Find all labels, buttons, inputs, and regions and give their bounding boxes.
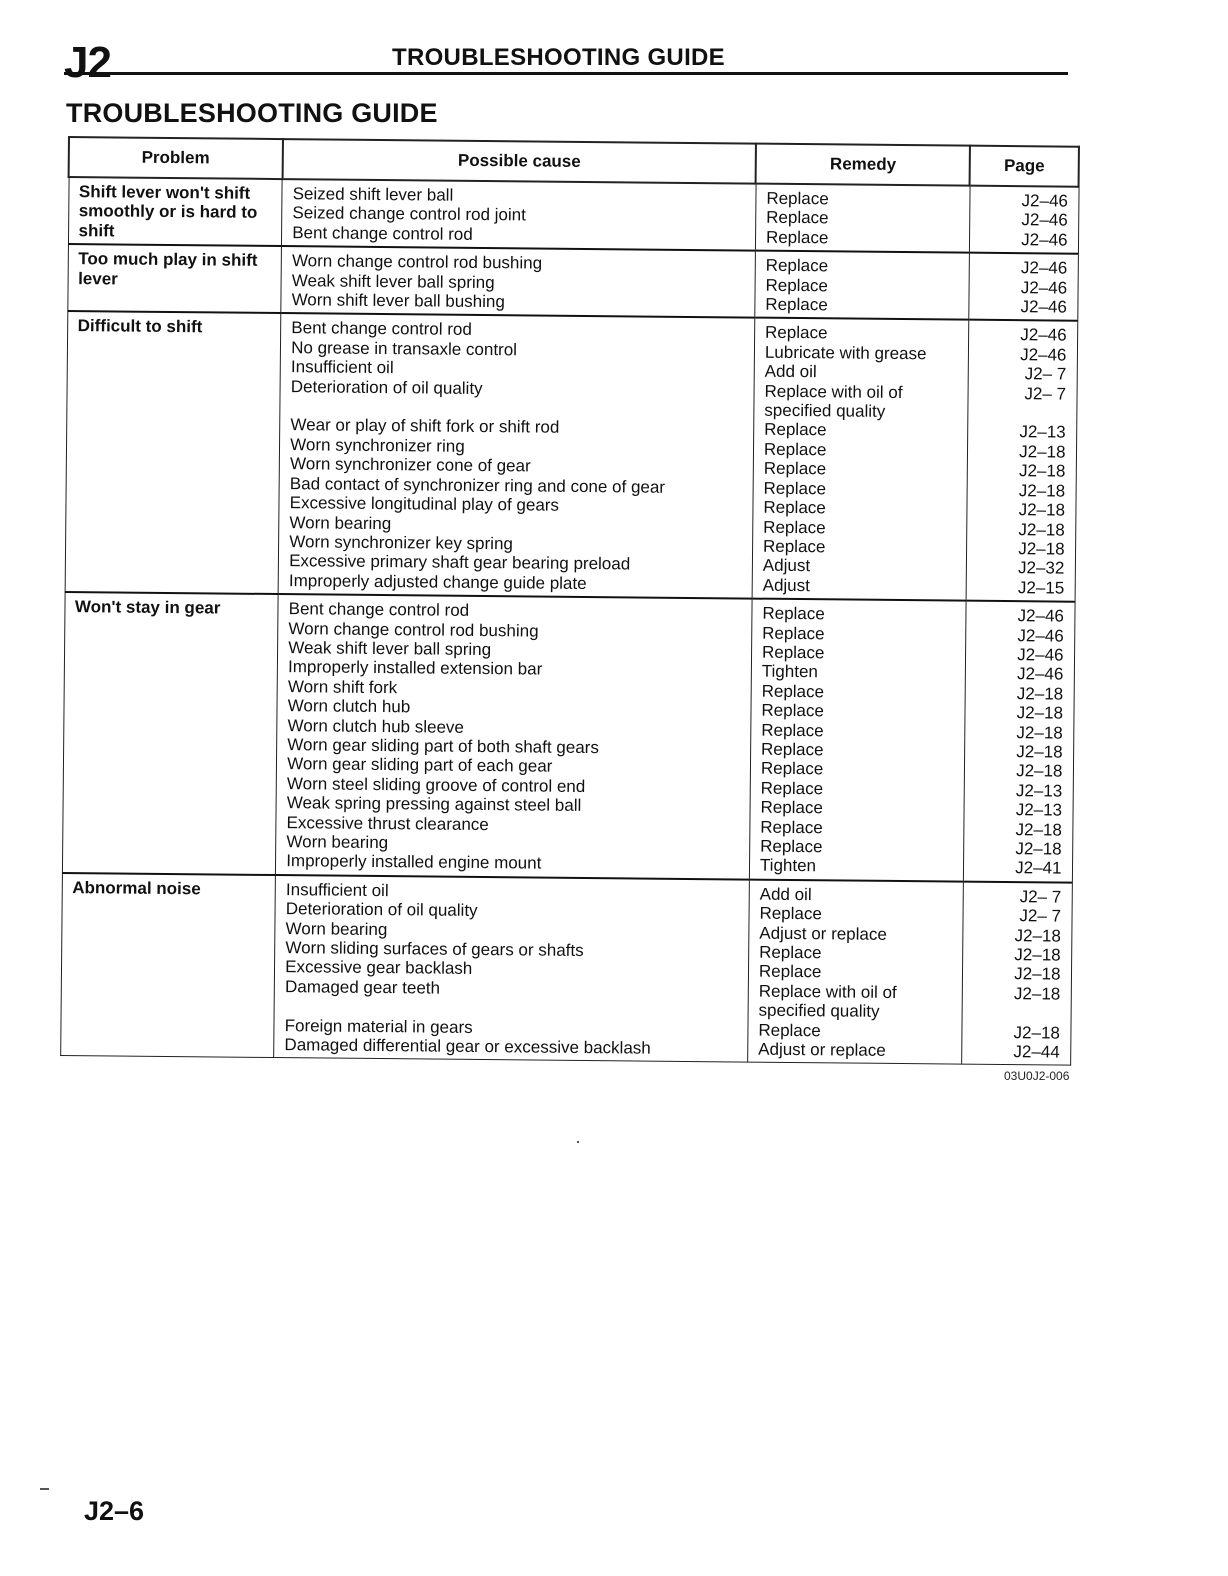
remedy-line: Replace [763,478,827,498]
page-line: J2–18 [1018,461,1066,481]
remedy-line: Lubricate with grease [764,342,927,364]
page-line: J2–18 [1016,683,1064,704]
page-line: J2–46 [1016,664,1064,684]
page-line: J2–18 [1013,1022,1061,1043]
remedy-line: Replace [759,942,822,963]
cause-line: Worn synchronizer key spring [289,532,513,554]
remedy-line: Replace [766,208,829,228]
page-line: J2–46 [1020,344,1067,365]
remedy-line: specified quality [758,1000,880,1022]
page-title: TROUBLESHOOTING GUIDE [66,98,438,128]
cause-line: Foreign material in gears [284,1015,473,1037]
page-line: J2–18 [1018,539,1065,559]
remedy-line: Replace [761,700,824,721]
remedy-line: Replace [762,603,825,624]
blank-line [972,1003,1060,1023]
remedy-line: Replace [764,420,827,440]
cause-line: Damaged gear teeth [284,976,441,998]
cause-line: Seized shift lever ball [292,184,454,205]
table-body [60,177,1078,1066]
remedy-line: Replace [760,836,823,857]
page-line: J2–13 [1019,422,1066,443]
remedy-line: Replace [761,642,825,663]
cause-line: Worn sliding surfaces of gears or shafts [285,938,584,961]
page-line: J2–18 [1016,703,1064,723]
remedy-line: Adjust or replace [759,923,887,944]
page-line: J2–13 [1015,800,1063,820]
cause-line: Worn bearing [286,832,389,853]
page-line: J2–18 [1015,819,1062,840]
remedy-line: Replace [762,536,826,557]
remedy-line: Replace with oil of [764,381,903,402]
cause-line: Worn shift fork [287,676,398,697]
table-row [67,244,1078,321]
remedy-line: Tighten [761,662,818,682]
page-line: J2–46 [1020,297,1067,317]
cause-line: Excessive gear backlash [285,957,473,979]
page-cell [966,320,1078,602]
cause-column-header: Possible cause [282,139,756,184]
remedy-line: Replace [760,797,823,818]
table-row [65,311,1078,601]
scan-speck [40,1488,49,1490]
problem-cell: Difficult to shift [65,311,281,594]
page-number: J2–6 [84,1496,145,1526]
remedy-line: Replace [760,778,824,799]
cause-line: No grease in transaxle control [291,337,518,360]
cause-line: Worn change control rod bushing [288,618,539,641]
cause-line: Improperly adjusted change guide plate [288,570,587,593]
remedy-line: Replace [766,188,829,209]
problem-column-header: Problem [69,137,283,179]
page-line: J2–46 [1021,191,1069,211]
table-row [68,177,1079,254]
cause-line: Worn clutch hub sleeve [287,715,465,737]
remedy-line: Replace [758,1020,821,1040]
cause-cell [282,179,756,251]
cause-line: Excessive primary shaft gear bearing preload [289,551,631,574]
page-line: J2–18 [1018,519,1065,540]
remedy-cell [755,251,969,320]
problem-cell: Won't stay in gear [62,592,278,875]
cause-line: Bent change control rod [291,318,472,340]
page-line: J2–18 [1014,945,1061,965]
cause-cell [274,875,749,1063]
page-line: J2– 7 [1024,383,1067,404]
page-line: J2–46 [1020,325,1067,346]
cause-line: Worn synchronizer cone of gear [289,454,531,476]
remedy-line: Replace [763,439,827,460]
page-line: J2–46 [1021,229,1068,250]
page-line: J2–18 [1018,480,1066,501]
cause-line: Weak shift lever ball spring [288,638,492,660]
cause-line: Wear or play of shift fork or shift rod [290,415,560,438]
remedy-line: Replace [764,323,828,343]
cause-line: Worn bearing [285,918,388,939]
running-head: TROUBLESHOOTING GUIDE [392,44,725,71]
page-cell [961,881,1072,1065]
blank-line [978,403,1066,423]
remedy-line: Replace [760,739,824,760]
header-rule [64,72,1068,75]
remedy-line: Adjust [762,575,810,595]
cause-line: Worn change control rod bushing [291,251,543,273]
problem-cell: Too much play in shift lever [67,244,281,313]
cause-line: Bent change control rod [288,599,470,620]
cause-cell [278,313,754,598]
page-line: J2– 7 [1019,906,1062,926]
remedy-line: specified quality [764,400,886,421]
cause-line: Weak shift lever ball spring [291,270,495,292]
cause-line: Bad contact of synchronizer ring and cone of gear [289,473,666,497]
remedy-line: Add oil [764,361,817,382]
page-line: J2–13 [1015,780,1063,801]
cause-cell [276,594,752,879]
remedy-cell [749,599,965,882]
cause-line: Deterioration of oil quality [285,899,478,921]
page-line: J2–15 [1017,577,1065,598]
remedy-line: Replace [763,517,826,537]
table-row [62,592,1075,882]
page-line: J2–46 [1017,645,1064,665]
remedy-cell [748,879,963,1064]
remedy-line: Replace [765,227,829,248]
page-line: J2– 7 [1019,886,1062,907]
remedy-line: Replace [765,275,829,295]
page-cell [969,186,1079,254]
page-cell [963,601,1075,883]
remedy-cell [755,184,969,253]
remedy-line: Replace with oil of [758,981,897,1002]
cause-line: Worn gear sliding part of both shaft gears [287,735,599,758]
cause-line: Worn steel sliding groove of control end [286,773,586,796]
page-cell [968,253,1078,321]
remedy-cell [752,318,968,601]
page-line: J2–44 [1013,1042,1060,1062]
page-line: J2–18 [1014,925,1061,946]
cause-line: Excessive longitudinal play of gears [289,493,560,515]
remedy-line: Tighten [759,856,817,876]
remedy-line: Replace [763,497,826,518]
cause-line: Damaged differential gear or excessive backlash [284,1035,651,1058]
problem-cell: Shift lever won't shift smoothly or is hard to shift [68,177,282,246]
remedy-line: Replace [759,903,822,924]
page-line: J2–18 [1015,839,1062,859]
remedy-line: Replace [760,759,824,779]
page-line: J2–46 [1020,277,1068,298]
scan-speck [577,1141,579,1143]
page-line: J2–18 [1013,983,1061,1004]
cause-cell [281,246,755,318]
cause-line: Deterioration of oil quality [290,376,483,398]
remedy-line: Replace [765,255,829,276]
page-line: J2–46 [1021,210,1068,231]
cause-line: Improperly installed engine mount [286,851,542,873]
cause-line: Worn synchronizer ring [290,435,465,456]
remedy-line: Adjust [762,556,811,576]
figure-code: 03U0J2-006 [1004,1069,1070,1083]
cause-line: Worn gear sliding part of each gear [287,754,553,777]
page-line: J2–41 [1015,858,1062,878]
cause-line: Weak spring pressing against steel ball [286,793,582,816]
table-row [60,873,1072,1066]
cause-line: Insufficient oil [290,357,394,378]
cause-line: Worn shift lever ball bushing [291,290,505,312]
troubleshooting-table [59,136,1080,1066]
page-line: J2–18 [1019,442,1066,462]
remedy-column-header: Remedy [756,144,970,186]
page-line: J2–18 [1016,722,1063,743]
cause-line: Worn clutch hub [287,696,411,717]
page-line: J2–18 [1018,500,1066,520]
cause-line: Bent change control rod [292,222,473,244]
remedy-line: Add oil [759,884,812,904]
remedy-line: Replace [761,681,825,702]
remedy-line: Replace [763,458,827,479]
page-line: J2–18 [1016,761,1063,781]
cause-line: Insufficient oil [285,879,389,900]
page-line: J2–18 [1016,742,1063,762]
remedy-line: Replace [758,962,822,982]
page-line: J2– 7 [1024,364,1067,384]
remedy-line: Replace [761,720,824,740]
page-line: J2–46 [1017,606,1065,626]
page-column-header: Page [970,146,1079,187]
remedy-line: Adjust or replace [758,1039,886,1060]
cause-line: Worn bearing [289,512,392,533]
page-line: J2–46 [1017,625,1064,646]
cause-line: Improperly installed extension bar [288,657,543,679]
remedy-line: Replace [765,294,828,315]
cause-line: Excessive thrust clearance [286,812,489,834]
problem-cell: Abnormal noise [60,873,275,1058]
remedy-line: Replace [760,817,823,837]
page-line: J2–32 [1017,558,1065,578]
page-line: J2–46 [1020,258,1068,278]
cause-line: Seized change control rod joint [292,203,526,225]
remedy-line: Replace [762,623,825,643]
section-code: J2 [64,38,111,87]
page-line: J2–18 [1014,964,1061,985]
